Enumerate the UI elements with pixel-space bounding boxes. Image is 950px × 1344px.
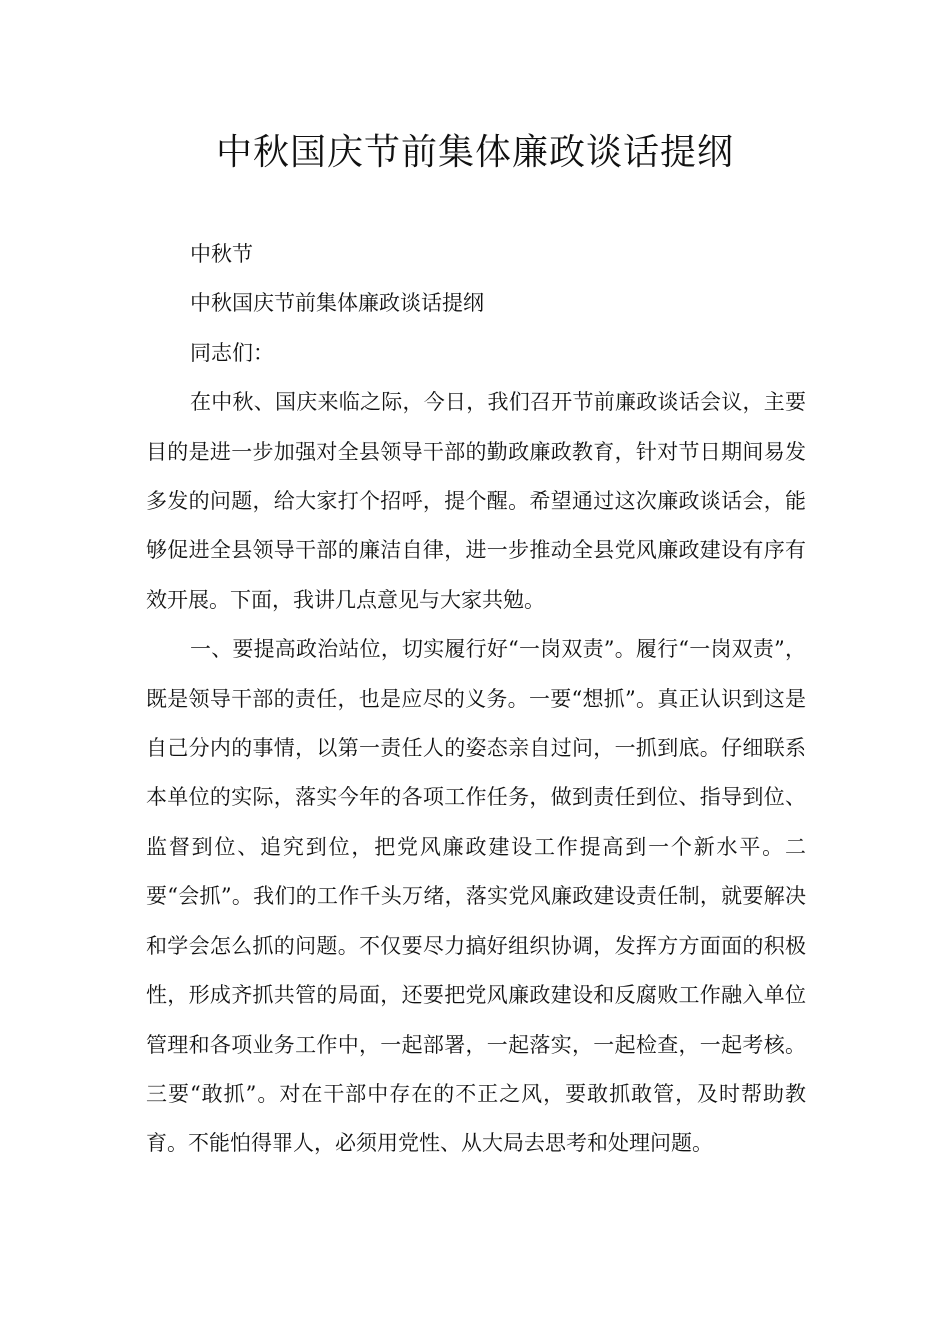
paragraph-festival: 中秋节: [190, 242, 253, 266]
paragraph-salutation: 同志们：: [190, 340, 274, 365]
paragraph-point-one: 一、要提高政治站位，切实履行好“一岗双责”。履行“一岗双责”，既是领导干部的责任，也是应尽的义务。一要“想抓”。真正认识到这是自己分内的事情，以第一责任人的姿态亲自过问，一抓到底。仔细联系本单位的实际，落实今年的各项工作任务，做到责任到位、指导到位、监督到位、追究到位，把党风廉政建设工作提高到一个新水平。二要“会抓”。我们的工作千头万绪，落实党风廉政建设责任制，就要解决和学会怎么抓的问题。不仅要尽力搞好组织协调，发挥方方面面的积极性，形成齐抓共管的局面，还要把党风廉政建设和反腐败工作融入单位管理和各项业务工作中，一起部署，一起落实，一起检查，一起考核。三要“敢抓”。对在干部中存在的不正之风，要敢抓敢管，及时帮助教育。不能怕得罪人，必须用党性、从大局去思考和处理问题。: [146, 637, 806, 1156]
paragraph-intro: 在中秋、国庆来临之际，今日，我们召开节前廉政谈话会议，主要目的是进一步加强对全县领导干部的勤政廉政教育，针对节日期间易发多发的问题，给大家打个招呼，提个醒。希望通过这次廉政谈话会，能够促进全县领导干部的廉洁自律，进一步推动全县党风廉政建设有序有效开展。下面，我讲几点意见与大家共勉。: [146, 390, 806, 612]
paragraph-subtitle: 中秋国庆节前集体廉政谈话提纲: [190, 291, 484, 316]
document-title: 中秋国庆节前集体廉政谈话提纲: [215, 132, 734, 173]
document-body: [146, 230, 806, 1169]
